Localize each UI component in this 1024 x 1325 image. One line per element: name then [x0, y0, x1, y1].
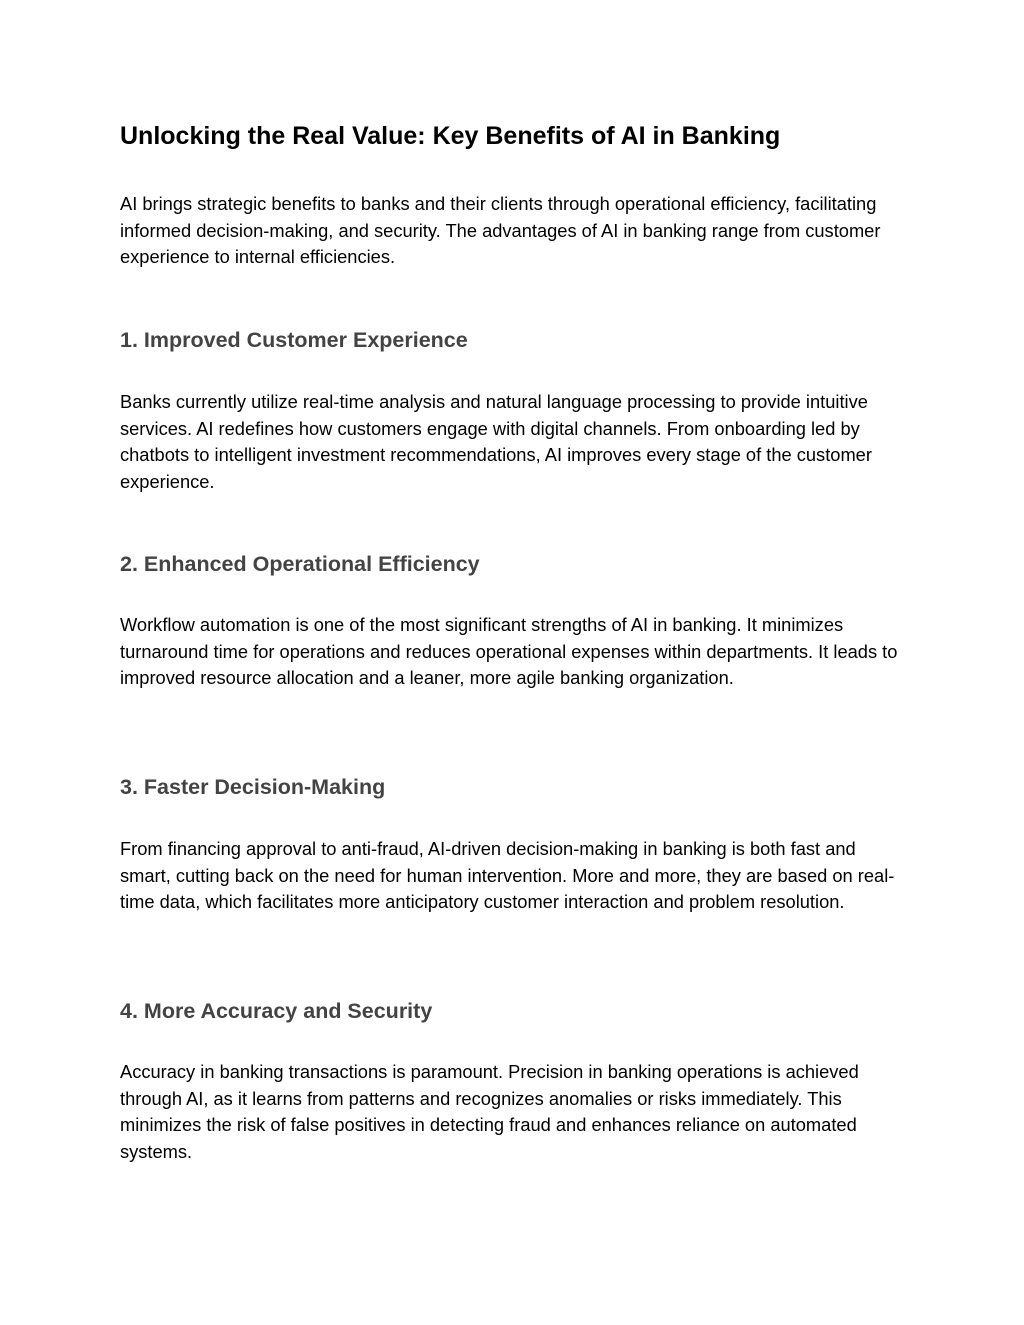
section-body-customer-experience: Banks currently utilize real-time analysis and natural language processing to provide intuitive services. AI redefines how customers engage with digital channels. From onboarding led by chatbots to intelligent investment recommendations, AI improves every stage of the customer experience. — [120, 391, 872, 492]
section-body-accuracy-security: Accuracy in banking transactions is paramount. Precision in banking operations is achieved through AI, as it learns from patterns and recognizes anomalies or risks immediately. This minimizes the risk of false positives in detecting fraud and enhances reliance on automated systems. — [120, 1061, 859, 1162]
section-body-operational-efficiency: Workflow automation is one of the most significant strengths of AI in banking. It minimizes turnaround time for operations and reduces operational expenses within departments. It leads to improved resource allocation and a leaner, more agile banking organization. — [120, 614, 898, 688]
section-heading-accuracy-security: 4. More Accuracy and Security — [120, 999, 433, 1023]
section-body-decision-making: From financing approval to anti-fraud, AI-driven decision-making in banking is both fast and smart, cutting back on the need for human intervention. More and more, they are based on real-time data, which facilitates more anticipatory customer interaction and problem resolution. — [120, 838, 895, 912]
section-heading-operational-efficiency: 2. Enhanced Operational Efficiency — [120, 552, 480, 576]
section-heading-customer-experience: 1. Improved Customer Experience — [120, 328, 468, 352]
section-heading-decision-making: 3. Faster Decision-Making — [120, 775, 386, 799]
document-title: Unlocking the Real Value: Key Benefits of AI in Banking — [120, 122, 781, 150]
intro-paragraph: AI brings strategic benefits to banks and their clients through operational efficiency, facilitating informed decision-making, and security. The advantages of AI in banking range from customer experience to internal efficiencies. — [120, 193, 881, 267]
